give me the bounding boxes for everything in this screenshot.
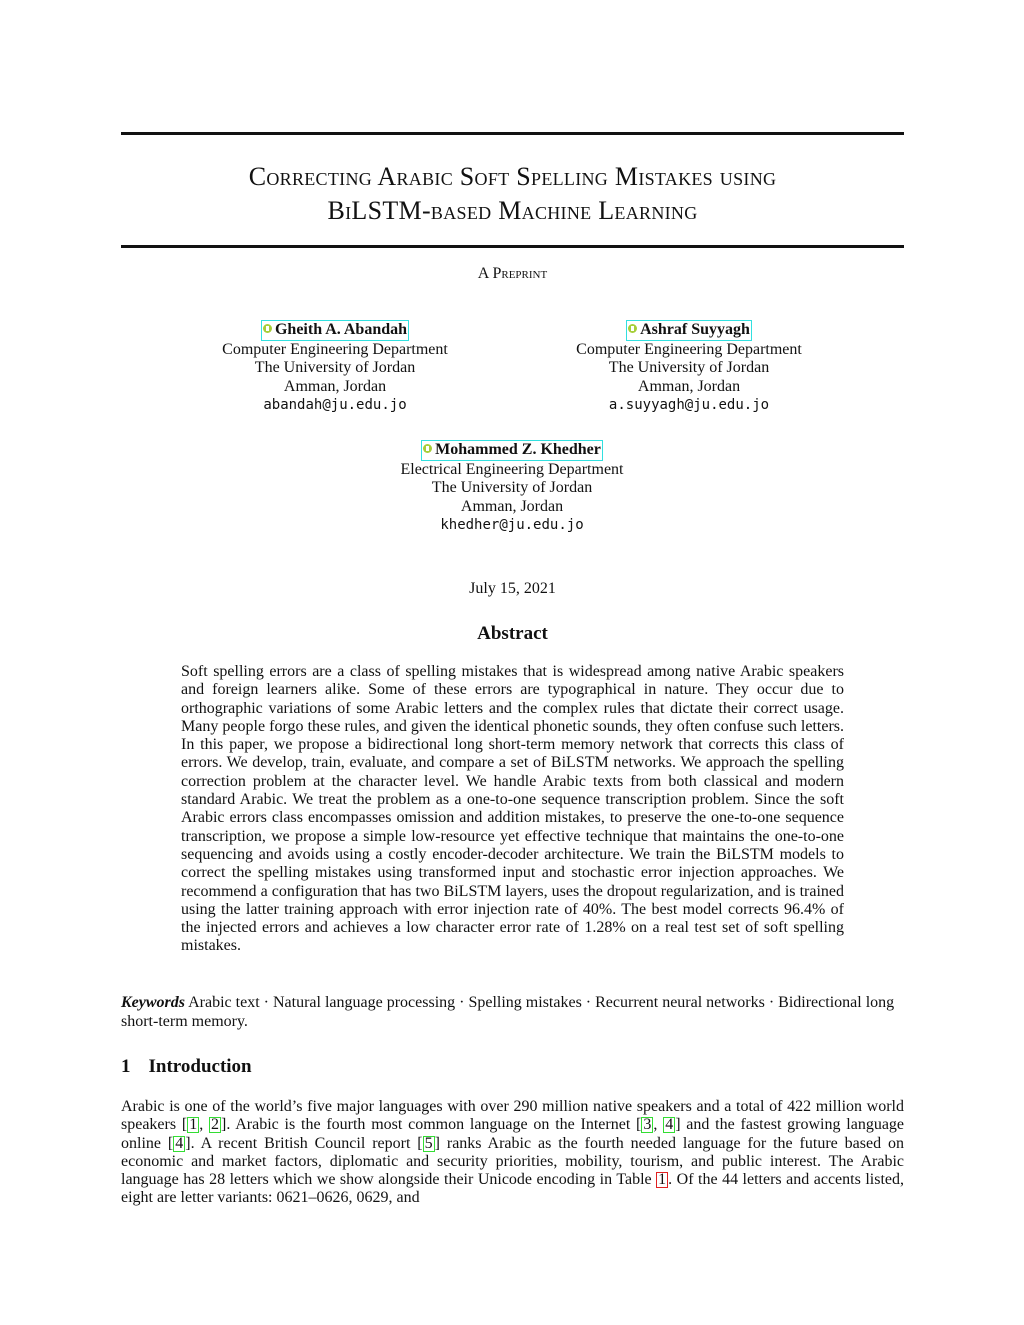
section-heading	[121, 1056, 904, 1078]
author-location: Amman, Jordan	[460, 497, 564, 515]
author-block	[185, 320, 485, 415]
introduction-paragraph	[121, 1098, 904, 1208]
author-name: Mohammed Z. Khedher	[435, 441, 601, 458]
keywords-text: Arabic text · Natural language processing · Spelling mistakes · Recurrent neural networks · Bidirectional long short-term memory.	[121, 994, 895, 1030]
author-email[interactable]: khedher@ju.edu.jo	[440, 517, 584, 533]
keywords	[121, 994, 904, 1031]
citation-link[interactable]: 1	[189, 1116, 198, 1134]
intro-text: ] and the fastest growing language online [	[121, 1116, 905, 1152]
paper-title-line-1: Correcting Arabic Soft Spelling Mistakes using	[248, 162, 777, 191]
abstract-heading: Abstract	[477, 623, 548, 644]
orcid-icon[interactable]	[423, 444, 432, 453]
intro-text: ]. A recent British Council report [	[185, 1134, 423, 1152]
intro-text: ,	[653, 1116, 664, 1134]
author-department: Electrical Engineering Department	[400, 460, 624, 478]
author-location: Amman, Jordan	[637, 377, 741, 395]
orcid-icon[interactable]	[263, 324, 272, 333]
table-reference-link[interactable]: 1	[658, 1171, 667, 1189]
author-university: The University of Jordan	[254, 359, 416, 376]
citation-link[interactable]: 2	[211, 1116, 219, 1134]
author-email[interactable]: a.suyyagh@ju.edu.jo	[608, 397, 770, 413]
abstract-text: Soft spelling errors are a class of spelling mistakes that is widespread among native Arabic speakers and foreign learners alike. Some of these errors are typographical in nature. They occur due to orthographic variations of some Arabic letters and the complex rules that dictate their correct usage. Many people forgo these rules, and given the identical phonetic sounds, they often confuse such letters. In this paper, we propose a bidirectional long short-term memory network that corrects this class of errors. We develop, train, evaluate, and compare a set of BiLSTM networks. We approach the spelling correction problem at the character level. We handle Arabic texts from both classical and modern standard Arabic. We treat the problem as a one-to-one sequence transcription problem. Since the soft Arabic errors class encompasses omission and addition mistakes, to preserve the one-to-one sequence transcription, we propose a simple low-resource yet effective technique that maintains the one-to-one sequencing and avoids using a costly encoder-decoder architecture. We train the BiLSTM models to correct the spelling mistakes using transformed input and stochastic error injection approaches. We recommend a configuration that has two BiLSTM layers, uses the dropout regularization, and is trained using the latter training approach with error injection rate of 40%. The best model corrects 96.4% of the injected errors and achieves a low character error rate of 1.28% on a real test set of soft spelling mistakes.	[181, 663, 844, 955]
title-top-rule	[121, 132, 904, 135]
author-university: The University of Jordan	[608, 359, 770, 376]
preprint-label: A Preprint	[477, 265, 548, 282]
author-name: Ashraf Suyyagh	[640, 321, 750, 338]
citation-link[interactable]: 4	[665, 1116, 674, 1134]
author-block	[539, 320, 839, 415]
author-department: Computer Engineering Department	[222, 340, 448, 358]
publication-date: July 15, 2021	[469, 580, 556, 597]
intro-text: ,	[199, 1116, 209, 1134]
citation-link[interactable]: 3	[643, 1116, 652, 1134]
keywords-label: Keywords	[121, 994, 185, 1011]
author-name: Gheith A. Abandah	[274, 321, 408, 338]
author-block	[362, 440, 662, 535]
section-number: 1	[121, 1056, 131, 1077]
author-email[interactable]: abandah@ju.edu.jo	[263, 397, 407, 413]
author-name-link[interactable]	[261, 320, 409, 341]
intro-text: ]. Arabic is the fourth most common language on the Internet [	[221, 1116, 642, 1134]
author-department: Computer Engineering Department	[576, 340, 802, 358]
paper-title-line-2: BiLSTM-based Machine Learning	[327, 196, 698, 225]
citation-link[interactable]: 4	[175, 1134, 184, 1152]
title-bottom-rule	[121, 245, 904, 248]
author-name-link[interactable]	[626, 320, 752, 341]
intro-text: . Of the 44 letters and accents listed, eight are letter variants: 0621–0626, 0629, and	[121, 1171, 904, 1207]
intro-text: Arabic is one of the world’s five major languages with over 290 million native speakers and a total of 422 million world speakers [	[121, 1098, 904, 1134]
author-location: Amman, Jordan	[283, 377, 387, 395]
section-title: Introduction	[148, 1056, 252, 1077]
author-name-link[interactable]	[421, 440, 603, 461]
citation-link[interactable]: 5	[424, 1134, 433, 1152]
intro-text: ] ranks Arabic as the fourth needed language for the future based on economic and market factors, diplomatic and security priorities, mobility, tourism, and public interest. The Arabic language has 28 letters which we show alongside their Unicode encoding in Table	[121, 1134, 904, 1189]
paper-title	[121, 160, 904, 228]
author-university: The University of Jordan	[431, 479, 593, 496]
orcid-icon[interactable]	[628, 324, 637, 333]
